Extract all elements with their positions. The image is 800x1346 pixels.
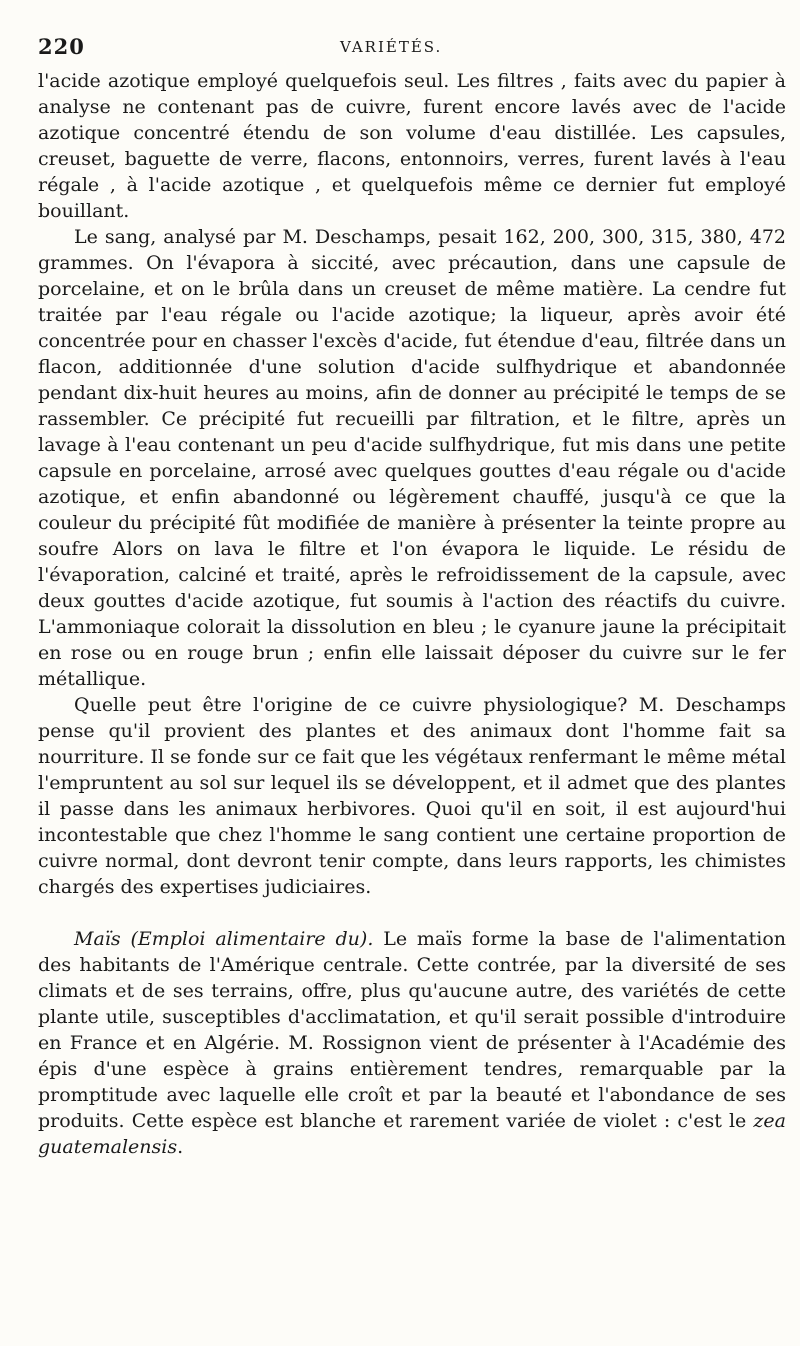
document-page bbox=[38, 34, 786, 1160]
section-gap bbox=[38, 900, 786, 926]
section-title: VARIÉTÉS. bbox=[340, 38, 443, 56]
entry-body: Le maïs forme la base de l'alimentation des habitants de l'Amérique centrale. Cette contrée, par la diversité de ses climats et de ses terrains, offre, plus qu'aucune autre, des variétés de cette plante utile, susceptibles d'acclimatation, et qu'il serait possible d'introduire en France et en Algérie. M. Rossignon vient de présenter à l'Académie des épis d'une espèce à grains entièrement tendres, remarquable par la promptitude avec laquelle elle croît et par la beauté et l'abondance de ses produits. Cette espèce est blanche et rarement variée de violet : c'est le bbox=[38, 928, 786, 1132]
page-number: 220 bbox=[38, 34, 85, 59]
entry-mais bbox=[38, 926, 786, 1160]
running-head bbox=[38, 34, 786, 66]
entry-species-name: zea guatemalensis bbox=[38, 1110, 786, 1158]
paragraph-blood-analysis: Le sang, analysé par M. Deschamps, pesait 162, 200, 300, 315, 380, 472 grammes. On l'évapora à siccité, avec précaution, dans une capsule de porcelaine, et on le brûla dans un creuset de même matière. La cendre fut traitée par l'eau régale ou l'acide azotique; la liqueur, après avoir été concentrée pour en chasser l'excès d'acide, fut étendue d'eau, filtrée dans un flacon, additionnée d'une solution d'acide sulfhydrique et abandonnée pendant dix-huit heures au moins, afin de donner au précipité le temps de se rassembler. Ce précipité fut recueilli par filtration, et le filtre, après un lavage à l'eau contenant un peu d'acide sulfhydrique, fut mis dans une petite capsule en porcelaine, arrosé avec quelques gouttes d'eau régale ou d'acide azotique, et enfin abandonné ou légèrement chauffé, jusqu'à ce que la couleur du précipité fût modifiée de manière à présenter la teinte propre au soufre Alors on lava le filtre et l'on évapora le liquide. Le résidu de l'évaporation, calciné et traité, après le refroidissement de la capsule, avec deux gouttes d'acide azotique, fut soumis à l'action des réactifs du cuivre. L'ammoniaque colorait la dissolution en bleu ; le cyanure jaune la précipitait en rose ou en rouge brun ; enfin elle laissait déposer du cuivre sur le fer métallique. bbox=[38, 226, 786, 690]
entry-end: . bbox=[177, 1136, 184, 1158]
entry-heading: Maïs (Emploi alimentaire du). bbox=[74, 928, 374, 950]
paragraph-copper-origin: Quelle peut être l'origine de ce cuivre physiologique? M. Deschamps pense qu'il provient des plantes et des animaux dont l'homme fait sa nourriture. Il se fonde sur ce fait que les végétaux renfermant le même métal l'empruntent au sol sur lequel ils se développent, et il admet que des plantes il passe dans les animaux herbivores. Quoi qu'il en soit, il est aujourd'hui incontestable que chez l'homme le sang contient une certaine proportion de cuivre normal, dont devront tenir compte, dans leurs rapports, les chimistes chargés des expertises judiciaires. bbox=[38, 694, 786, 898]
paragraph-filters: l'acide azotique employé quelquefois seul. Les filtres , faits avec du papier à analyse ne contenant pas de cuivre, furent encore lavés avec de l'acide azotique concentré étendu de son volume d'eau distillée. Les capsules, creuset, baguette de verre, flacons, entonnoirs, verres, furent lavés à l'eau régale , à l'acide azotique , et quelquefois même ce dernier fut employé bouillant. bbox=[38, 70, 786, 222]
